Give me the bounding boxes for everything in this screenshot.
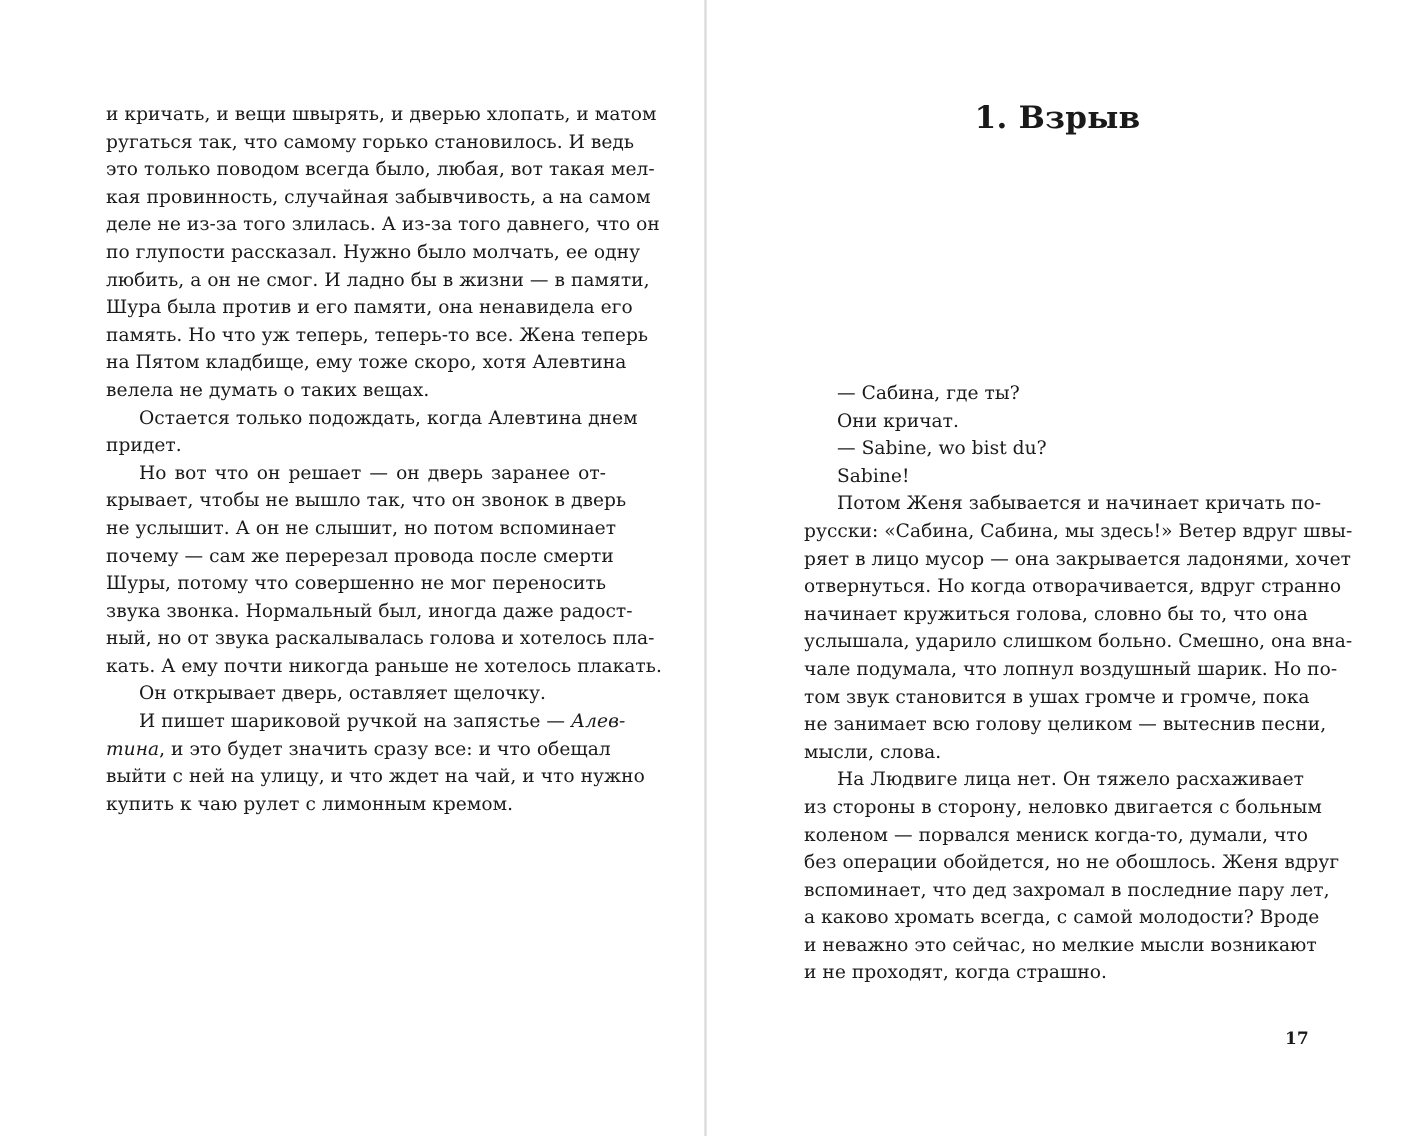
text-line-content: Потом Женя забывается и начинает кричать по-: [837, 493, 1322, 515]
text-line-content: мысли, слова.: [804, 741, 942, 763]
text-line-content: выйти с ней на улицу, и что ждет на чай, и что нужно: [106, 766, 645, 788]
text-line: [106, 487, 627, 515]
text-line: [804, 628, 1353, 656]
text-line-content: Sabine!: [837, 465, 910, 487]
text-line: [804, 877, 1330, 905]
text-line: [106, 708, 626, 736]
text-line-content: придет.: [106, 435, 182, 457]
text-line-content: память. Но что уж теперь, теперь-то все. Жена теперь: [106, 324, 649, 346]
left-page-text: [106, 101, 662, 818]
text-line: [804, 932, 1317, 960]
text-line-content: и кричать, и вещи швырять, и дверью хлопать, и матом: [106, 104, 657, 125]
text-line-content: — Sabine, wo bist du?: [837, 438, 1047, 460]
text-line: [106, 377, 606, 405]
text-line: [804, 380, 1304, 408]
text-line: [106, 129, 635, 157]
text-line: [804, 546, 1351, 574]
text-line-content: на Пятом кладбище, ему тоже скоро, хотя Алевтина: [106, 352, 627, 374]
text-line-content: любить, а он не смог. И ладно бы в жизни — в памяти,: [106, 269, 650, 291]
text-line-content: а каково хромать всегда, с самой молодости? Вроде: [804, 907, 1320, 929]
text-line-content: из стороны в сторону, неловко двигается с больным: [804, 796, 1322, 818]
text-line-content: ряет в лицо мусор — она закрывается ладонями, хочет: [804, 548, 1351, 570]
text-line-content: — Сабина, где ты?: [837, 383, 1020, 404]
right-page: [707, 0, 1410, 1136]
text-line: [106, 653, 662, 681]
text-line-content: ный, но от звука раскалывалась голова и хотелось пла-: [106, 628, 655, 650]
text-line: [106, 763, 645, 791]
text-line-content: коленом — порвался мениск когда-то, думали, что: [804, 824, 1308, 846]
text-line: [804, 904, 1320, 932]
text-line: [106, 625, 655, 653]
text-line: [804, 408, 1304, 436]
text-line: [106, 239, 641, 267]
text-line-content: не услышит. А он не слышит, но потом вспоминает: [106, 517, 617, 539]
text-line: [804, 518, 1353, 546]
text-line-content: без операции обойдется, но не обошлось. Женя вдруг: [804, 852, 1340, 874]
text-line-content: Но вот что он решает — он дверь заранее от-: [139, 462, 606, 484]
text-line: [804, 684, 1310, 712]
text-line: [106, 294, 633, 322]
text-line: [106, 101, 657, 129]
text-line-content: крывает, чтобы не вышло так, что он звонок в дверь: [106, 490, 627, 512]
text-line: [106, 184, 651, 212]
text-line-content: и неважно это сейчас, но мелкие мысли возникают: [804, 934, 1317, 956]
left-page: [0, 0, 704, 1136]
text-line: [804, 573, 1342, 601]
text-line: [804, 601, 1308, 629]
right-page-text: [804, 380, 1353, 987]
text-line: [106, 460, 606, 488]
text-line-content: На Людвиге лица нет. Он тяжело расхаживает: [837, 769, 1304, 791]
text-line-content: Шура была против и его памяти, она ненавидела его: [106, 297, 633, 319]
text-line-content: велела не думать о таких вещах.: [106, 379, 430, 401]
text-line: [804, 766, 1304, 794]
text-line-content: не занимает всю голову целиком — вытеснив песни,: [804, 714, 1327, 736]
text-line-content: кая провинность, случайная забывчивость, а на самом: [106, 186, 651, 208]
text-line: [106, 267, 650, 295]
text-line-content: Он открывает дверь, оставляет щелочку.: [139, 683, 547, 705]
italic-text: тина: [106, 738, 160, 760]
text-line-content: купить к чаю рулет с лимонным кремом.: [106, 793, 514, 815]
text-line-content: кать. А ему почти никогда раньше не хотелось плакать.: [106, 655, 662, 677]
text-line-content: том звук становится в ушах громче и громче, пока: [804, 686, 1310, 708]
text-line-content: Шуры, потому что совершенно не мог переносить: [106, 573, 606, 595]
text-line: [106, 791, 606, 819]
text-line-content: , и это будет значить сразу все: и что обещал: [159, 738, 611, 760]
text-line: [106, 211, 660, 239]
text-line-content: вспоминает, что дед захромал в последние пару лет,: [804, 879, 1330, 901]
text-line: [106, 405, 638, 433]
text-line-content: Остается только подождать, когда Алевтина днем: [139, 407, 638, 429]
text-line: [106, 736, 611, 764]
text-line-content: деле не из-за того злилась. А из-за того давнего, что он: [106, 214, 660, 236]
text-line: [804, 463, 1304, 491]
text-line-content: и не проходят, когда страшно.: [804, 962, 1107, 984]
text-line-content: отвернуться. Но когда отворачивается, вдруг странно: [804, 576, 1342, 598]
text-line-content: звука звонка. Нормальный был, иногда даже радост-: [106, 600, 633, 622]
text-line-content: услышала, ударило слишком больно. Смешно, она вна-: [804, 631, 1353, 653]
text-line-content: И пишет шариковой ручкой на запястье —: [139, 711, 572, 733]
text-line-content: чале подумала, что лопнул воздушный шарик. Но по-: [804, 658, 1338, 680]
text-line-content: по глупости рассказал. Нужно было молчать, ее одну: [106, 241, 641, 263]
text-line-content: Они кричат.: [837, 410, 959, 432]
text-line: [804, 490, 1322, 518]
text-line: [804, 849, 1340, 877]
text-line-content: русски: «Сабина, Сабина, мы здесь!» Ветер вдруг швы-: [804, 520, 1353, 542]
italic-text: Алев-: [571, 711, 626, 733]
text-line-content: начинает кружиться голова, словно бы то, что она: [804, 603, 1308, 625]
text-line: [804, 794, 1322, 822]
text-line: [106, 680, 606, 708]
chapter-title-text: 1. Взрыв: [974, 100, 1141, 136]
chapter-title: [707, 96, 1410, 140]
text-line: [106, 349, 627, 377]
text-line: [804, 739, 1304, 767]
text-line: [804, 711, 1327, 739]
page-number: 17: [1285, 1029, 1309, 1049]
text-line-content: почему — сам же перерезал провода после смерти: [106, 545, 614, 567]
text-line: [804, 822, 1308, 850]
text-line: [106, 570, 606, 598]
text-line: [804, 959, 1304, 987]
text-line: [804, 656, 1338, 684]
text-line: [106, 322, 649, 350]
text-line: [106, 432, 606, 460]
text-line: [804, 435, 1304, 463]
text-line: [106, 156, 655, 184]
text-line: [106, 543, 614, 571]
text-line: [106, 515, 617, 543]
text-line-content: это только поводом всегда было, любая, вот такая мел-: [106, 159, 655, 181]
text-line-content: ругаться так, что самому горько становилось. И ведь: [106, 131, 635, 153]
text-line: [106, 598, 633, 626]
